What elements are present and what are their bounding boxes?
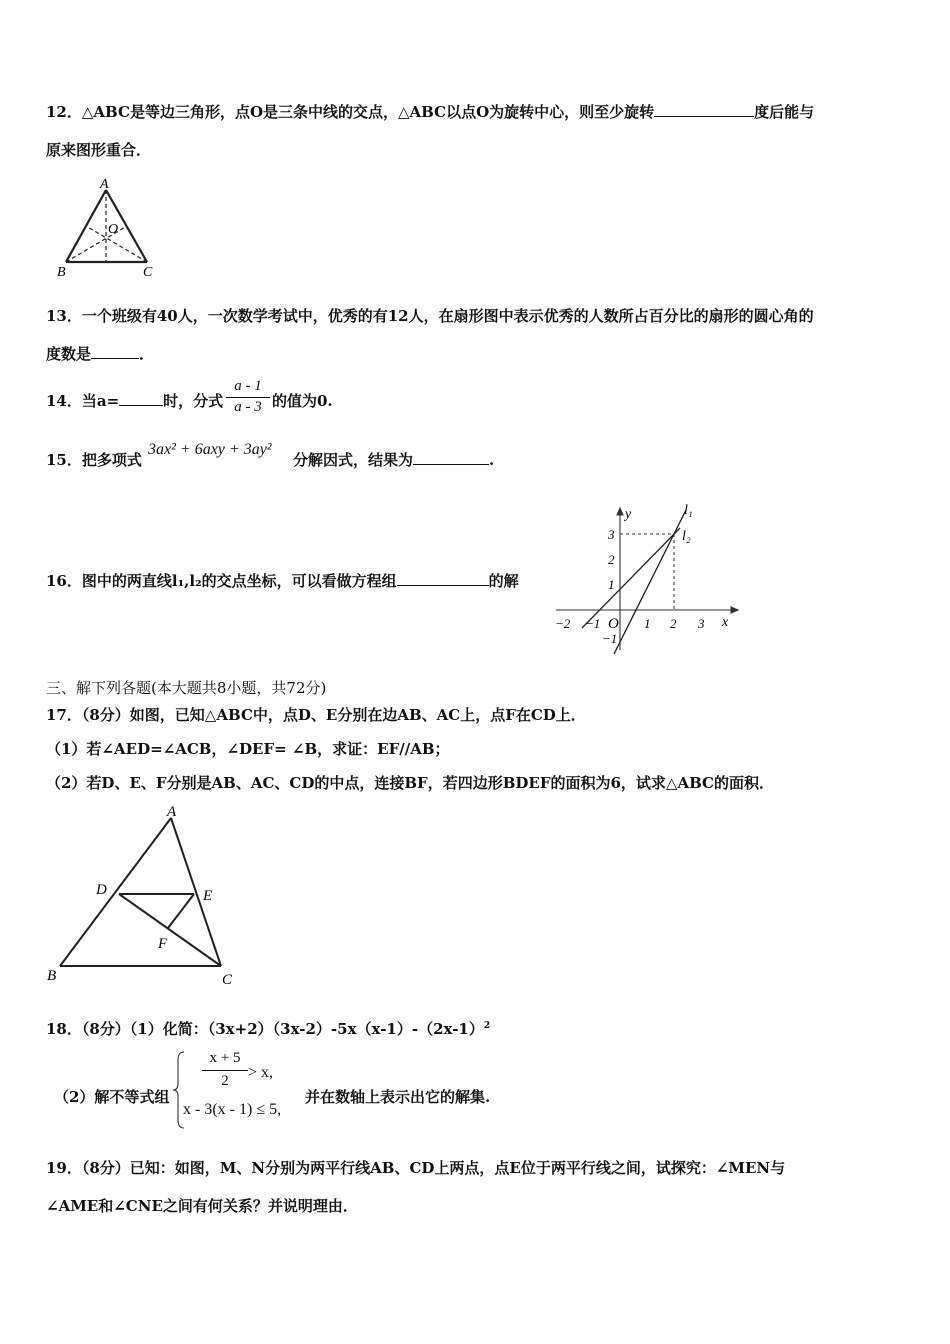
q17-line1: 17．（8分）如图，已知△ABC中，点D、E分别在边AB、AC上，点F在CD上． [46,706,586,724]
q17-label-d: D [96,882,107,898]
q16-y-label: y [625,507,632,522]
q16-xtick: 1 [644,616,651,631]
q18-line1 [46,1016,490,1039]
q14-fraction-bar [226,397,270,398]
q14-denominator: a - 3 [234,399,262,415]
q18-ineq1-denominator: 2 [221,1073,229,1089]
q12-answer-blank[interactable] [654,102,754,117]
q19-line2: ∠AME和∠CNE之间有何关系？并说明理由． [46,1197,358,1215]
q15-answer-blank[interactable] [413,450,489,465]
q16-xtick: −1 [585,616,601,631]
q13-line1: 13．一个班级有40人，一次数学考试中，优秀的有12人，在扇形图中表示优秀的人数所占百分比的扇形的圆心角的 [46,307,814,325]
q14-suffix: 的值为0. [272,392,333,410]
q14-line-a [46,391,223,411]
q18-text: 18．（8分）（1）化简：（3x+2）（3x-2）-5x（x-1）-（2x-1） [46,1020,484,1038]
q15-prefix: 15．把多项式 [46,451,142,469]
q16-suffix: 的解 [488,572,519,590]
q16-l1-label: l₁ [684,503,693,518]
q15-line-b [293,450,494,470]
q14-mid: 时，分式 [163,392,224,410]
section-3-heading: 三、解下列各题(本大题共8小题，共72分) [46,679,327,697]
q16-l2-label: l₂ [682,529,691,544]
q15-expression: 3ax² + 6axy + 3ay² [148,441,272,458]
q16-xtick: −2 [555,616,571,631]
q17-part2: （2）若D、E、F分别是AB、AC、CD的中点，连接BF，若四边形BDEF的面积为6，试求△ABC的面积． [46,774,774,792]
q14-answer-blank[interactable] [119,391,163,406]
q16-line-l2 [582,528,680,628]
q12-line1 [46,102,814,122]
q18-ineq1-fraction [202,1050,248,1091]
q17-part1: （1）若∠AED=∠ACB，∠DEF= ∠B，求证：EF//AB； [46,740,450,758]
q14-prefix: 14．当a= [46,392,120,410]
q16-origin: O [608,616,619,632]
q18-ineq1-bar [202,1070,248,1071]
q17-label-f: F [158,936,168,952]
q17-label-c: C [222,972,233,988]
q12-label-o: O [108,222,119,237]
q18-exponent: 2 [483,1021,491,1031]
q16-prefix: 16．图中的两直线 [46,572,172,590]
q18-part2-suffix: 并在数轴上表示出它的解集. [305,1088,491,1106]
q18-ineq1-relation: > x, [248,1064,274,1081]
q12-line2: 原来图形重合． [46,141,152,159]
q13-answer-blank[interactable] [91,344,139,359]
q18-ineq1-numerator: x + 5 [209,1050,241,1066]
q18-ineq2: x - 3(x - 1) ≤ 5, [183,1101,282,1118]
q12-text-end: 度后能与 [754,103,815,121]
q14-numerator: a - 1 [234,378,262,394]
q13-text: 度数是 [46,345,92,363]
q12-label-a: A [100,177,109,192]
q12-label-b: B [57,265,66,280]
q16-ytick: 1 [608,577,615,592]
q14-fraction [226,378,270,417]
q18-part2-prefix: （2）解不等式组 [54,1088,170,1106]
q16-graph [552,500,752,660]
q15-mid: 分解因式，结果为 [293,451,414,469]
q12-label-c: C [143,265,153,280]
q16-lines: l₁,l₂ [171,572,202,590]
q16-ytick: 2 [608,552,615,567]
q12-triangle-figure [55,176,165,286]
q19-line1: 19．（8分）已知：如图，M、N分别为两平行线AB、CD上两点，点E位于两平行线之间，试探究：∠MEN与 [46,1159,786,1177]
q17-label-e: E [203,888,213,904]
q12-text: 12．△ABC是等边三角形，点O是三条中线的交点，△ABC以点O为旋转中心，则至少旋转 [46,103,655,121]
q16-xtick: 3 [698,616,705,631]
q16-x-label: x [722,615,729,630]
q16-ytick: −1 [602,631,618,646]
q17-label-a: A [167,804,177,820]
q16-line-l1 [614,510,686,654]
q13-line2 [46,344,154,364]
q16-ytick: 3 [608,527,615,542]
q16-line [46,571,519,591]
q16-mid: 的交点坐标，可以看做方程组 [201,572,397,590]
q15-suffix: . [489,451,495,469]
q16-xtick: 2 [670,616,677,631]
q17-label-b: B [47,968,57,984]
q13-text-end: ． [139,345,155,363]
q16-answer-blank[interactable] [397,571,489,586]
q17-triangle-figure [44,804,254,994]
